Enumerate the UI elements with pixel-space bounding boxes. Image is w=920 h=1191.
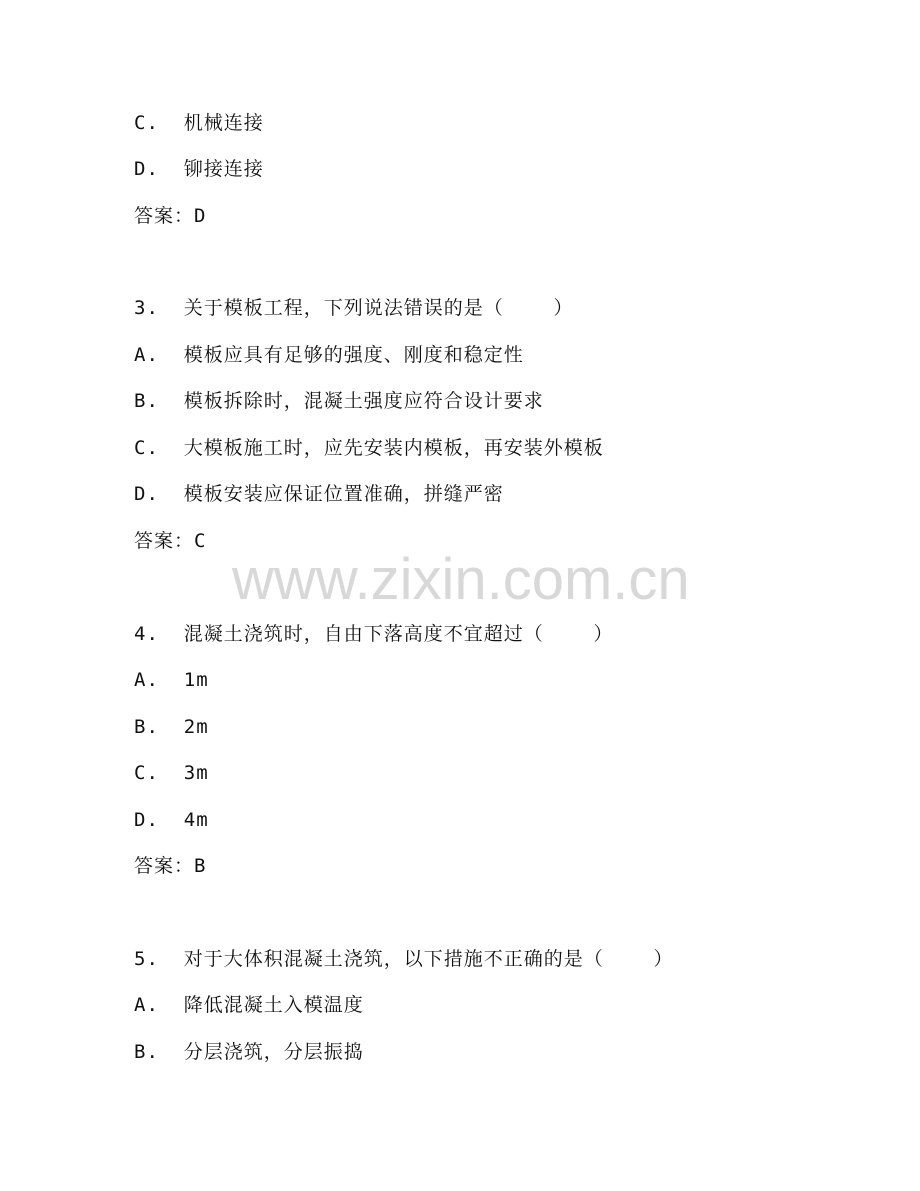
answer-q4: 答案：B — [134, 855, 207, 877]
option-a-q4: A. 1m — [134, 669, 209, 691]
option-b-q4: B. 2m — [134, 716, 209, 738]
option-a-q5: A. 降低混凝土入模温度 — [134, 994, 364, 1016]
option-b-q5: B. 分层浇筑，分层振捣 — [134, 1041, 364, 1063]
option-c-q4: C. 3m — [134, 762, 209, 784]
option-d-q2: D. 铆接连接 — [134, 158, 264, 180]
option-d-q3: D. 模板安装应保证位置准确，拼缝严密 — [134, 483, 504, 505]
watermark: www.zixin.com.cn — [232, 547, 690, 612]
question-5: 5. 对于大体积混凝土浇筑，以下措施不正确的是（ ） — [134, 948, 674, 970]
question-3: 3. 关于模板工程，下列说法错误的是（ ） — [134, 297, 574, 319]
option-c-q2: C. 机械连接 — [134, 112, 264, 134]
option-a-q3: A. 模板应具有足够的强度、刚度和稳定性 — [134, 344, 524, 366]
question-4: 4. 混凝土浇筑时，自由下落高度不宜超过（ ） — [134, 623, 614, 645]
option-d-q4: D. 4m — [134, 809, 209, 831]
option-c-q3: C. 大模板施工时，应先安装内模板，再安装外模板 — [134, 437, 604, 459]
answer-q2: 答案：D — [134, 205, 207, 227]
answer-q3: 答案：C — [134, 530, 207, 552]
option-b-q3: B. 模板拆除时，混凝土强度应符合设计要求 — [134, 390, 544, 412]
